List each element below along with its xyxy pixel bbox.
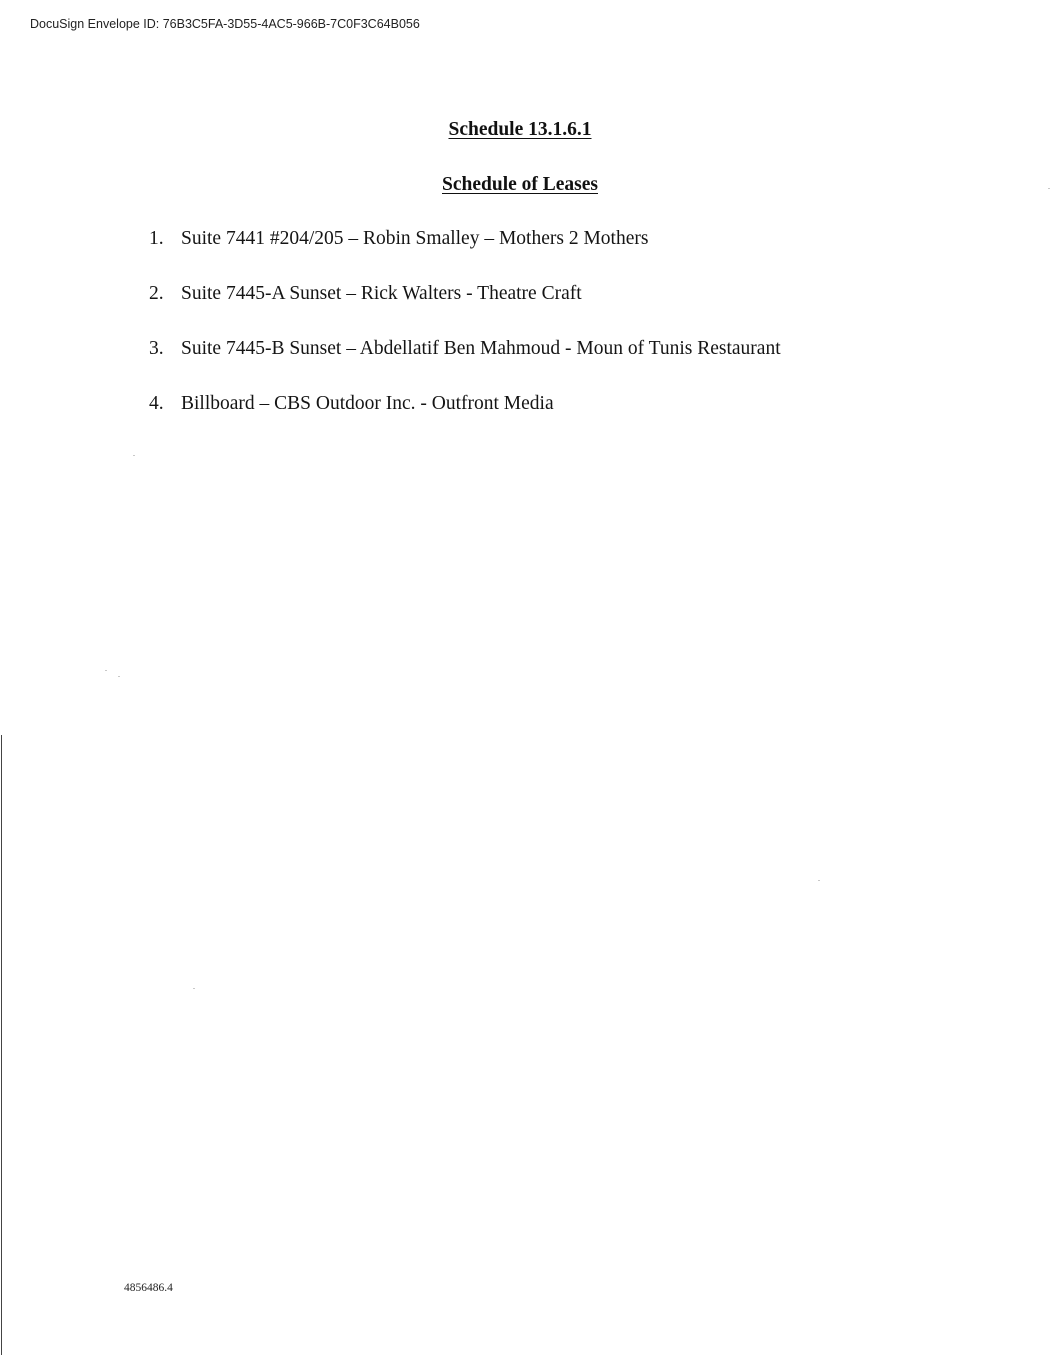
lease-description: Billboard – CBS Outdoor Inc. - Outfront Media	[181, 393, 554, 414]
docusign-envelope-id: DocuSign Envelope ID: 76B3C5FA-3D55-4AC5-966B-7C0F3C64B056	[30, 17, 420, 31]
scan-speck	[818, 880, 820, 881]
scan-edge-line	[1, 735, 2, 1355]
scan-speck	[1048, 188, 1050, 189]
scan-speck	[193, 988, 195, 989]
schedule-title: Schedule 13.1.6.1	[448, 119, 592, 140]
lease-number: 2.	[149, 283, 164, 304]
lease-description: Suite 7445-B Sunset – Abdellatif Ben Mahmoud - Moun of Tunis Restaurant	[181, 338, 781, 359]
lease-number: 3.	[149, 338, 164, 359]
scan-speck	[105, 670, 107, 671]
lease-description: Suite 7445-A Sunset – Rick Walters - Theatre Craft	[181, 283, 582, 304]
scan-speck	[133, 455, 135, 456]
lease-number: 4.	[149, 393, 164, 414]
scan-speck	[118, 676, 120, 677]
document-number: 4856486.4	[124, 1282, 173, 1294]
lease-number: 1.	[149, 228, 164, 249]
schedule-subtitle: Schedule of Leases	[442, 174, 598, 195]
lease-description: Suite 7441 #204/205 – Robin Smalley – Mothers 2 Mothers	[181, 228, 649, 249]
